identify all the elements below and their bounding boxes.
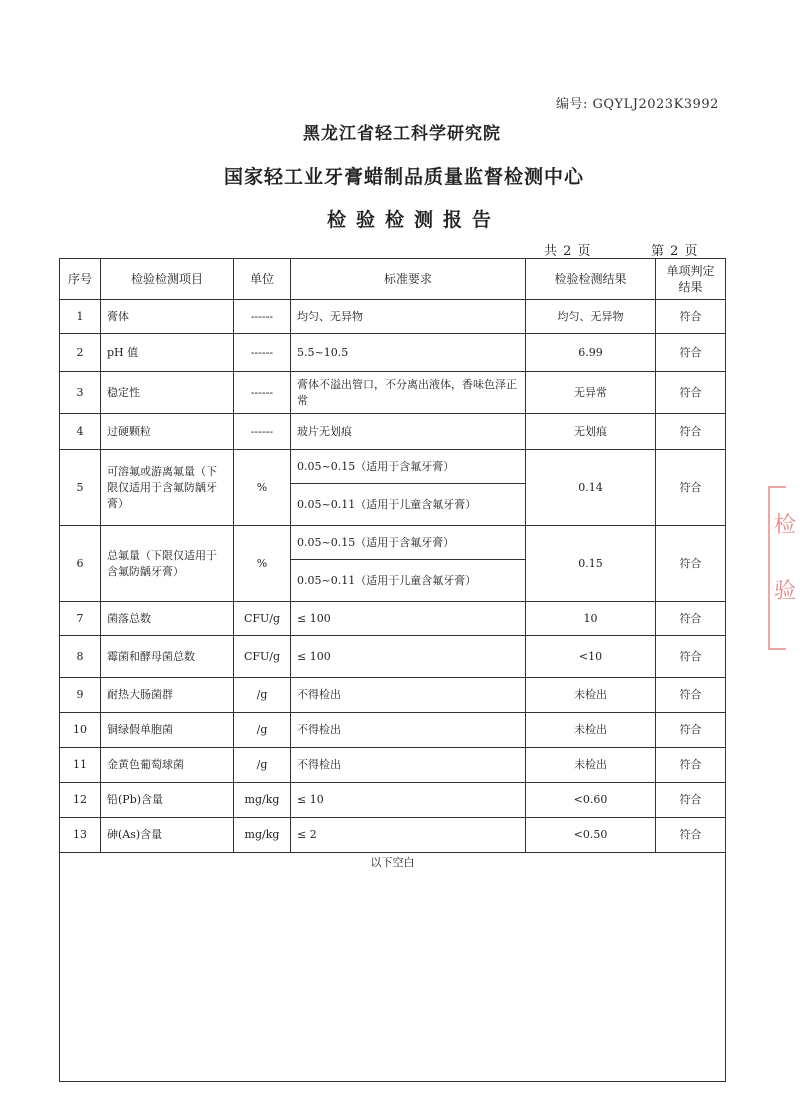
row-result: 6.99 — [526, 334, 656, 372]
row-no: 11 — [60, 748, 101, 783]
seal-char-2: 验 — [774, 579, 797, 604]
header-unit: 单位 — [234, 259, 291, 300]
table-row — [60, 678, 726, 713]
row-unit: /g — [234, 713, 291, 748]
seal-stamp — [764, 486, 798, 646]
row-judgement: 符合 — [656, 713, 726, 748]
row-unit: CFU/g — [234, 602, 291, 636]
blank-row — [60, 853, 726, 1082]
table-row — [60, 748, 726, 783]
header-result: 检验检测结果 — [526, 259, 656, 300]
row-judgement: 符合 — [656, 526, 726, 602]
row-item: 耐热大肠菌群 — [101, 678, 234, 713]
row-no: 7 — [60, 602, 101, 636]
row-result: 未检出 — [526, 678, 656, 713]
row-judgement: 符合 — [656, 450, 726, 526]
table-header-row — [60, 259, 726, 300]
row-unit: mg/kg — [234, 783, 291, 818]
row-result: 均匀、无异物 — [526, 300, 656, 334]
row-result: 0.15 — [526, 526, 656, 602]
row-standard: 不得检出 — [291, 748, 526, 783]
row-item: pH 值 — [101, 334, 234, 372]
row-item: 菌落总数 — [101, 602, 234, 636]
row-item: 金黄色葡萄球菌 — [101, 748, 234, 783]
row-judgement: 符合 — [656, 748, 726, 783]
table-row — [60, 300, 726, 334]
row-item: 总氟量（下限仅适用于含氟防龋牙膏） — [101, 526, 234, 602]
row-result: <0.50 — [526, 818, 656, 853]
row-item: 稳定性 — [101, 372, 234, 414]
row-standard: ≤ 2 — [291, 818, 526, 853]
row-judgement: 符合 — [656, 372, 726, 414]
row-standard: 均匀、无异物 — [291, 300, 526, 334]
row-no: 12 — [60, 783, 101, 818]
row-unit: mg/kg — [234, 818, 291, 853]
page-current: 第 2 页 — [651, 244, 699, 259]
table-row — [60, 713, 726, 748]
blank-note: 以下空白 — [60, 853, 726, 1082]
row-standard: ≤ 10 — [291, 783, 526, 818]
inspection-table — [59, 258, 726, 1082]
row-unit: ------ — [234, 414, 291, 450]
row-no: 10 — [60, 713, 101, 748]
table-row — [60, 818, 726, 853]
row-no: 4 — [60, 414, 101, 450]
org-name: 黑龙江省轻工科学研究院 — [303, 124, 501, 144]
row-no: 5 — [60, 450, 101, 526]
row-result: 10 — [526, 602, 656, 636]
header-judgement: 单项判定结果 — [656, 259, 726, 300]
row-no: 2 — [60, 334, 101, 372]
table-row — [60, 636, 726, 678]
row-unit: % — [234, 526, 291, 602]
report-number: 编号: GQYLJ2023K3992 — [556, 97, 719, 112]
row-item: 霉菌和酵母菌总数 — [101, 636, 234, 678]
row-result: <0.60 — [526, 783, 656, 818]
table-row — [60, 450, 726, 484]
row-judgement: 符合 — [656, 414, 726, 450]
row-result: <10 — [526, 636, 656, 678]
row-standard-b: 0.05~0.11（适用于儿童含氟牙膏） — [291, 560, 526, 602]
seal-char-1: 检 — [774, 513, 797, 538]
row-no: 13 — [60, 818, 101, 853]
row-item: 过硬颗粒 — [101, 414, 234, 450]
row-result: 未检出 — [526, 713, 656, 748]
row-unit: /g — [234, 748, 291, 783]
page-total: 共 2 页 — [544, 244, 592, 259]
row-judgement: 符合 — [656, 783, 726, 818]
row-no: 8 — [60, 636, 101, 678]
table-row — [60, 334, 726, 372]
row-standard-b: 0.05~0.11（适用于儿童含氟牙膏） — [291, 484, 526, 526]
row-no: 6 — [60, 526, 101, 602]
row-standard: ≤ 100 — [291, 602, 526, 636]
table-row — [60, 602, 726, 636]
row-standard: 玻片无划痕 — [291, 414, 526, 450]
row-item: 铜绿假单胞菌 — [101, 713, 234, 748]
row-standard: 5.5~10.5 — [291, 334, 526, 372]
row-judgement: 符合 — [656, 334, 726, 372]
center-name: 国家轻工业牙膏蜡制品质量监督检测中心 — [223, 166, 584, 188]
row-standard-a: 0.05~0.15（适用于含氟牙膏） — [291, 526, 526, 560]
row-standard-a: 0.05~0.15（适用于含氟牙膏） — [291, 450, 526, 484]
row-result: 未检出 — [526, 748, 656, 783]
header-item: 检验检测项目 — [101, 259, 234, 300]
table-row — [60, 526, 726, 560]
header-standard: 标准要求 — [291, 259, 526, 300]
row-item: 砷(As)含量 — [101, 818, 234, 853]
row-result: 0.14 — [526, 450, 656, 526]
row-unit: % — [234, 450, 291, 526]
row-judgement: 符合 — [656, 300, 726, 334]
row-result: 无划痕 — [526, 414, 656, 450]
row-no: 9 — [60, 678, 101, 713]
header-no: 序号 — [60, 259, 101, 300]
row-unit: ------ — [234, 300, 291, 334]
row-standard: 不得检出 — [291, 678, 526, 713]
table-row — [60, 414, 726, 450]
table-row — [60, 372, 726, 414]
table-row — [60, 783, 726, 818]
row-item: 膏体 — [101, 300, 234, 334]
row-unit: ------ — [234, 372, 291, 414]
row-unit: CFU/g — [234, 636, 291, 678]
row-judgement: 符合 — [656, 636, 726, 678]
row-unit: ------ — [234, 334, 291, 372]
row-no: 1 — [60, 300, 101, 334]
row-judgement: 符合 — [656, 678, 726, 713]
row-result: 无异常 — [526, 372, 656, 414]
row-judgement: 符合 — [656, 602, 726, 636]
row-item: 铅(Pb)含量 — [101, 783, 234, 818]
row-standard: 不得检出 — [291, 713, 526, 748]
row-unit: /g — [234, 678, 291, 713]
row-no: 3 — [60, 372, 101, 414]
row-standard: ≤ 100 — [291, 636, 526, 678]
row-item: 可溶氟或游离氟量（下限仅适用于含氟防龋牙膏） — [101, 450, 234, 526]
row-judgement: 符合 — [656, 818, 726, 853]
row-standard: 膏体不溢出管口，不分离出液体，香味色泽正常 — [291, 372, 526, 414]
report-title: 检验检测报告 — [326, 209, 501, 231]
